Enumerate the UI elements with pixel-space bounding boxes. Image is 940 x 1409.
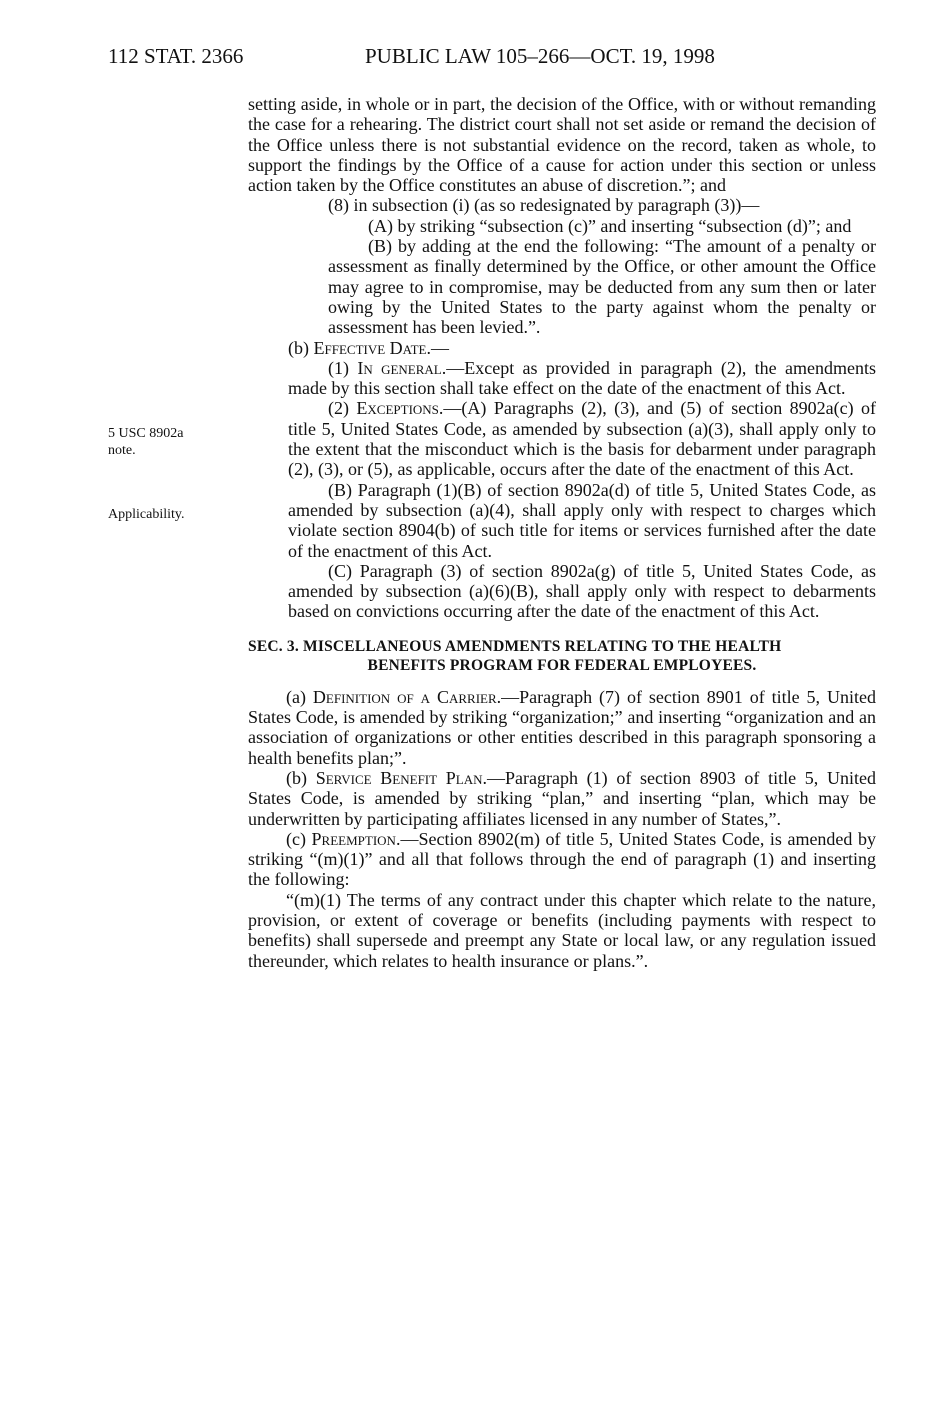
- paragraph-continuation: setting aside, in whole or in part, the decision of the Office, with or without remanding the case for a rehearing. The district court shall not set aside or remand the decision of the Office unless there is not substantial evidence on the record, taken as whole, to support the findings by the Office of a cause for action under this section or unless action taken by the Office constitutes an abuse of discretion.”; and: [248, 94, 876, 196]
- margin-note-usc-line2: note.: [108, 443, 136, 458]
- margin-note-applicability: Applicability.: [108, 507, 185, 522]
- paragraph-b2-b: (B) Paragraph (1)(B) of section 8902a(d) of title 5, United States Code, as amended by subsection (a)(4), shall apply only with respect to charges which violate section 8904(b) of such title for items or services furnished after the date of the enactment of this Act.: [288, 479, 876, 561]
- paragraph-8: (8) in subsection (i) (as so redesignated by paragraph (3))—: [328, 195, 760, 216]
- sb-heading: Service Benefit Plan: [315, 767, 483, 788]
- b2-label: (2): [328, 398, 357, 419]
- sb-text: .—Paragraph (1) of section 8903 of title 5, United States Code, is amended by striking “plan,” and inserting “plan, which may be underwritten by participating affiliates licensed in any number of States,”.: [248, 767, 876, 829]
- margin-note-usc: [108, 425, 183, 459]
- subsection-b-heading: Effective Date: [313, 337, 427, 358]
- subsection-c-preemption: [248, 829, 876, 890]
- a-heading: Definition of a Carrier: [312, 686, 497, 707]
- c-text: .—Section 8902(m) of title 5, United States Code, is amended by striking “(m)(1)” and all that follows through the end of paragraph (1) and inserting the following:: [248, 828, 876, 890]
- b1-text: .—Except as provided in paragraph (2), the amendments made by this section shall take effect on the date of the enactment of this Act.: [288, 357, 876, 399]
- a-label: (a): [286, 686, 313, 707]
- body-text: [248, 94, 876, 971]
- a-text: .—Paragraph (7) of section 8901 of title 5, United States Code, is amended by striking “organization;” and inserting “organization and an association of organizations or other entities described in this paragraph sponsoring a health benefits plan;”.: [248, 686, 876, 768]
- sb-label: (b): [286, 767, 316, 788]
- page-header: [108, 44, 868, 70]
- paragraph-b1-general: [248, 358, 876, 399]
- margin-note-usc-line1: 5 USC 8902a: [108, 426, 184, 441]
- subsection-b-dash: .—: [426, 337, 449, 358]
- c-heading: Preemption: [311, 828, 396, 849]
- section-3-heading-line2: BENEFITS PROGRAM FOR FEDERAL EMPLOYEES.: [367, 656, 757, 674]
- c-label: (c): [286, 828, 312, 849]
- paragraph-8-a: (A) by striking “subsection (c)” and inserting “subsection (d)”; and: [368, 215, 852, 236]
- paragraph-8-b: (B) by adding at the end the following: “The amount of a penalty or assessment as finally determined by the Office, or other amount the Office may agree to in compromise, may be deducted from any sum then or later owing by the United States to the party against whom the penalty or assessment has been levied.”.: [328, 236, 876, 338]
- section-3-heading-line1: SEC. 3. MISCELLANEOUS AMENDMENTS RELATING TO THE HEALTH: [248, 637, 782, 655]
- stat-page-number: 112 STAT. 2366: [108, 44, 244, 68]
- section-3-heading: [248, 637, 876, 675]
- b2-heading: Exceptions: [356, 398, 439, 419]
- paragraph-b2-exceptions: [248, 398, 876, 479]
- paragraph-b2-c: (C) Paragraph (3) of section 8902a(g) of title 5, United States Code, as amended by subsection (a)(6)(B), shall apply only with respect to debarments based on convictions occurring after the date of the enactment of this Act.: [288, 560, 876, 622]
- b1-label: (1): [328, 357, 358, 378]
- b1-heading: In general: [357, 357, 442, 378]
- subsection-a-carrier: [248, 687, 876, 768]
- b2-text: .—(A) Paragraphs (2), (3), and (5) of section 8902a(c) of title 5, United States Code, as amended by subsection (a)(3), shall apply only to the extent that the misconduct which is the basis for debarment under paragraph (2), (3), or (5), as applicable, occurs after the date of the enactment of this Act.: [288, 398, 876, 480]
- public-law-title: PUBLIC LAW 105–266—OCT. 19, 1998: [365, 44, 715, 68]
- subsection-b-effective-date: [248, 338, 876, 358]
- subsection-b-label: (b): [288, 337, 314, 358]
- subsection-b-service-benefit: [248, 768, 876, 829]
- quoted-m1: “(m)(1) The terms of any contract under this chapter which relate to the nature, provision, or extent of coverage or benefits (including payments with respect to benefits) shall supersede and preempt any State or local law, or any regulation issued thereunder, which relates to health insurance or plans.”.: [248, 889, 876, 971]
